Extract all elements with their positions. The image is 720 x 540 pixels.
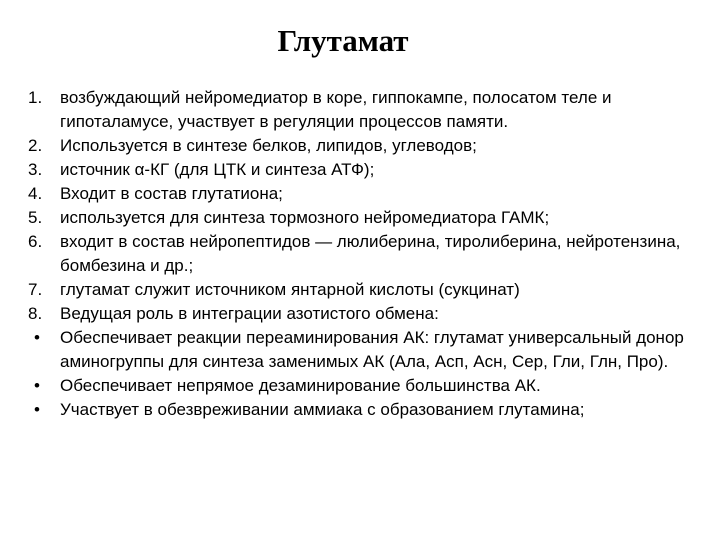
list-item-text: входит в состав нейропептидов — люлиберина, тиролиберина, нейротензина, бомбезина и др.; — [60, 232, 681, 275]
list-item-text: возбуждающий нейромедиатор в коре, гиппокампе, полосатом теле и гипоталамусе, участвует в регуляции процессов памяти. — [60, 88, 612, 131]
list-marker: 3. — [28, 160, 43, 179]
bullet-marker: • — [34, 328, 40, 347]
list-item-text: источник α-КГ (для ЦТК и синтеза АТФ); — [60, 160, 375, 179]
list-item-text: Ведущая роль в интеграции азотистого обмена: — [60, 304, 439, 323]
list-item — [28, 230, 700, 278]
list-marker: 7. — [28, 280, 43, 299]
bullet-marker: • — [34, 376, 40, 395]
list-item — [28, 278, 700, 302]
list-marker: 5. — [28, 208, 43, 227]
list-item — [28, 158, 700, 182]
list-marker: 1. — [28, 88, 43, 107]
list-item-text: глутамат служит источником янтарной кислоты (сукцинат) — [60, 280, 520, 299]
bullet-item — [28, 398, 700, 422]
list-marker: 6. — [28, 232, 43, 251]
list-item — [28, 182, 700, 206]
list-item-text: Используется в синтезе белков, липидов, углеводов; — [60, 136, 477, 155]
list-item-text: Входит в состав глутатиона; — [60, 184, 283, 203]
list-item — [28, 86, 700, 134]
bullet-item-text: Обеспечивает непрямое дезаминирование большинства АК. — [60, 376, 541, 395]
list-item-text: используется для синтеза тормозного нейромедиатора ГАМК; — [60, 208, 550, 227]
list-marker: 2. — [28, 136, 43, 155]
bullet-item-text: Обеспечивает реакции переаминирования АК: глутамат универсальный донор аминогруппы для синтеза заменимых АК (Ала, Асп, Асн, Сер, Гли, Глн, Про). — [60, 328, 684, 371]
content-list — [28, 86, 700, 422]
bullet-marker: • — [34, 400, 40, 419]
list-item — [28, 302, 700, 326]
bullet-item-text: Участвует в обезвреживании аммиака с образованием глутамина; — [60, 400, 585, 419]
list-marker: 8. — [28, 304, 43, 323]
list-marker: 4. — [28, 184, 43, 203]
bullet-item — [28, 326, 700, 374]
slide-title: Глутамат — [277, 23, 409, 58]
list-item — [28, 206, 700, 230]
bullet-item — [28, 374, 700, 398]
list-item — [28, 134, 700, 158]
